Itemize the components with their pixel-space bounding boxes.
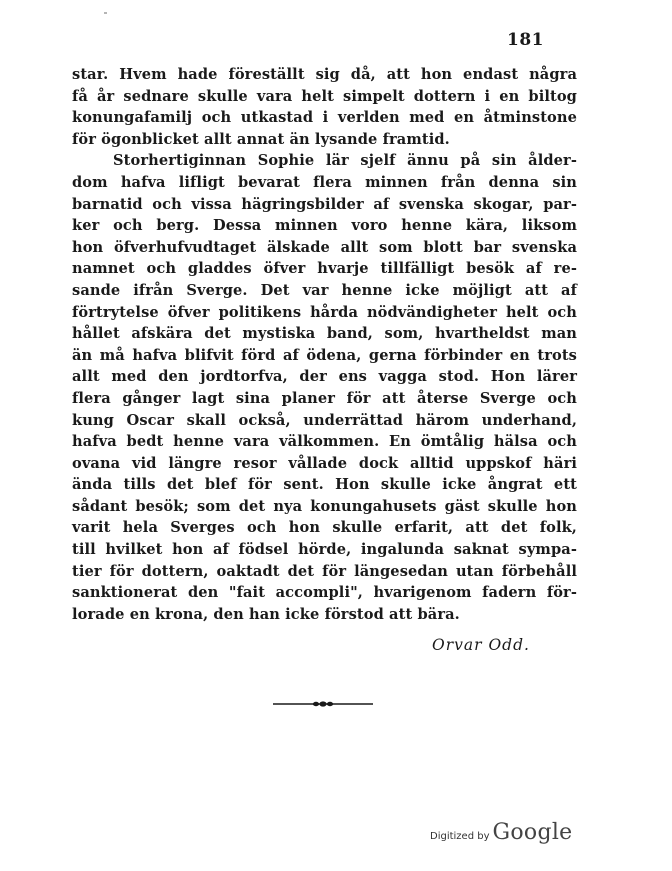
text-line: star. Hvem hade föreställt sig då, att hon endast några (72, 66, 577, 83)
text-line: allt med den jordtorfva, der ens vagga stod. Hon lärer (72, 368, 577, 386)
text-line: sådant besök; som det nya konungahusets gäst skulle hon (72, 497, 577, 515)
text-line: få år sednare skulle vara helt simpelt dottern i en biltog (72, 87, 577, 105)
text-line: barnatid och vissa hägringsbilder af svenska skogar, par- (72, 195, 577, 213)
text-line: än må hafva blifvit förd af ödena, gerna förbinder en trots (72, 346, 577, 364)
paper-speck (104, 12, 107, 14)
text-line: sande ifrån Sverge. Det var henne icke möjligt att af (72, 281, 577, 299)
author-signature: Orvar Odd. (432, 636, 530, 654)
digitized-label: Digitized by (430, 831, 490, 842)
text-line: ända tills det blef för sent. Hon skulle icke ångrat ett (72, 476, 577, 494)
text-line: hon öfverhufvudtaget älskade allt som blott bar svenska (72, 238, 577, 256)
digitized-by-google (430, 820, 573, 845)
text-line: lorade en krona, den han icke förstod att bära. (72, 605, 460, 623)
text-line: till hvilket hon af födsel hörde, ingalunda saknat sympa- (72, 541, 577, 559)
text-line: flera gånger lagt sina planer för att återse Sverge och (72, 389, 577, 407)
text-line: varit hela Sverges och hon skulle erfarit, att det folk, (72, 519, 577, 537)
body-text (72, 64, 577, 625)
text-line: för ögonblicket allt annat än lysande framtid. (72, 130, 450, 148)
text-line: ovana vid längre resor vållade dock alltid uppskof häri (72, 454, 577, 472)
text-line: tier för dottern, oaktadt det för längesedan utan förbehåll (72, 562, 577, 580)
text-line: dom hafva lifligt bevarat flera minnen från denna sin (72, 173, 577, 191)
text-line: sanktionerat den "fait accompli", hvarigenom fadern för- (72, 584, 577, 602)
google-logo: Google (492, 820, 573, 845)
text-line: Storhertiginnan Sophie lär sjelf ännu på sin ålder- (113, 152, 577, 170)
text-line: ker och berg. Dessa minnen voro henne kära, liksom (72, 217, 577, 235)
text-line: kung Oscar skall också, underrättad härom underhand, (72, 411, 577, 429)
text-line: hållet afskära det mystiska band, som, hvartheldst man (72, 325, 577, 343)
text-line: förtrytelse öfver politikens hårda nödvändigheter helt och (72, 303, 577, 321)
text-line: konungafamilj och utkastad i verlden med en åtminstone (72, 109, 577, 127)
page-number: 181 (507, 30, 544, 50)
text-line: hafva bedt henne vara välkommen. En ömtålig hälsa och (72, 433, 577, 451)
text-line: namnet och gladdes öfver hvarje tillfälligt besök af re- (72, 260, 577, 278)
end-ornament-icon (273, 699, 373, 709)
